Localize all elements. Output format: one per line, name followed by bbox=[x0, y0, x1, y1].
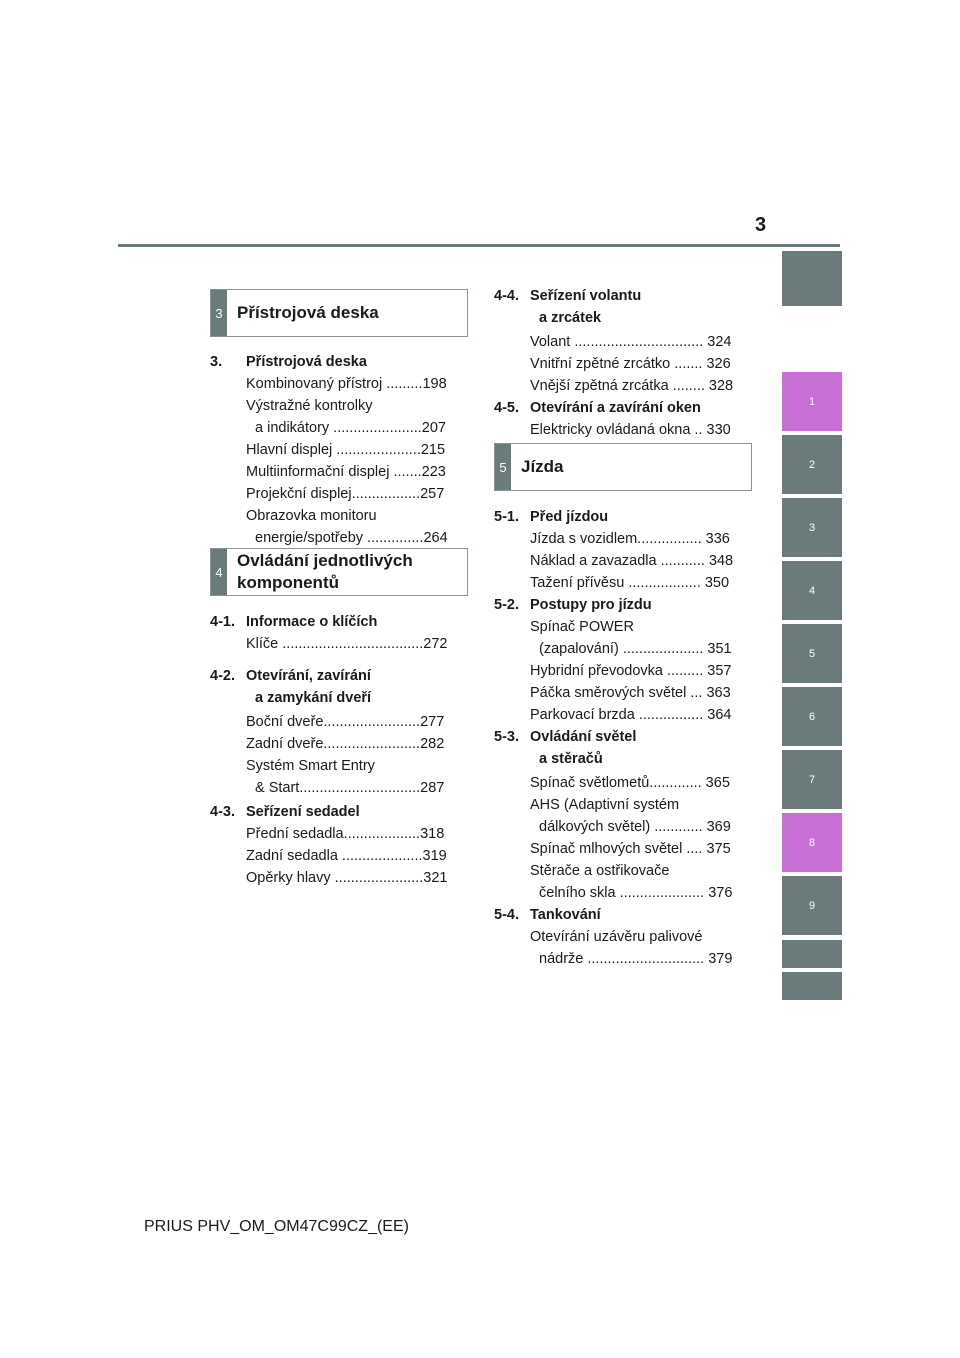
toc-entry[interactable]: Boční dveře........................277 bbox=[246, 714, 445, 730]
toc-entry[interactable]: Náklad a zavazadla ........... 348 bbox=[530, 553, 734, 569]
tab-4[interactable]: 4 bbox=[782, 561, 842, 620]
tab-3[interactable]: 3 bbox=[782, 498, 842, 557]
section-4-header bbox=[210, 548, 468, 596]
toc-entry[interactable]: Výstražné kontrolky a indikátory ......................207 bbox=[246, 398, 446, 436]
toc-chapter-4-2[interactable]: 4-2. Otevírání, zavírání a zamykání dveří bbox=[210, 668, 372, 706]
toc-left-block-3 bbox=[210, 351, 470, 549]
toc-entry[interactable]: Opěrky hlavy ......................321 bbox=[246, 870, 448, 886]
section-5-header bbox=[494, 443, 752, 491]
tab-7[interactable]: 7 bbox=[782, 750, 842, 809]
toc-entry[interactable]: Volant ................................ 324 bbox=[530, 334, 732, 350]
tab-1[interactable]: 1 bbox=[782, 372, 842, 431]
toc-entry[interactable]: Projekční displej.................257 bbox=[246, 486, 445, 502]
toc-chapter-4-3[interactable]: 4-3. Seřízení sedadel bbox=[210, 804, 360, 820]
toc-entry[interactable]: Stěrače a ostřikovače čelního skla ..................... 376 bbox=[530, 863, 733, 901]
section-4-title-line2: komponentů bbox=[237, 573, 339, 592]
footer-doc-code: PRIUS PHV_OM_OM47C99CZ_(EE) bbox=[144, 1218, 409, 1235]
header-rule bbox=[118, 244, 840, 247]
tab-blank-top[interactable] bbox=[782, 251, 842, 306]
toc-chapter-5-3[interactable]: 5-3. Ovládání světel a stěračů bbox=[494, 729, 637, 767]
toc-chapter-5-2[interactable]: 5-2. Postupy pro jízdu bbox=[494, 597, 652, 613]
toc-entry[interactable]: Klíče ...................................272 bbox=[246, 636, 448, 652]
toc-entry[interactable]: Spínač světlometů............. 365 bbox=[530, 775, 730, 791]
tab-6[interactable]: 6 bbox=[782, 687, 842, 746]
toc-entry[interactable]: Jízda s vozidlem................ 336 bbox=[530, 531, 730, 547]
section-3-number: 3 bbox=[211, 290, 227, 336]
tab-5[interactable]: 5 bbox=[782, 624, 842, 683]
toc-entry[interactable]: Obrazovka monitoru energie/spotřeby ..............264 bbox=[246, 508, 448, 546]
toc-entry[interactable]: Vnitřní zpětné zrcátko ....... 326 bbox=[530, 356, 731, 372]
toc-chapter-5-1[interactable]: 5-1. Před jízdou bbox=[494, 509, 609, 525]
toc-entry[interactable]: Hlavní displej .....................215 bbox=[246, 442, 446, 458]
toc-chapter-5-4[interactable]: 5-4. Tankování bbox=[494, 907, 601, 923]
toc-entry[interactable]: Zadní dveře........................282 bbox=[246, 736, 445, 752]
page-number: 3 bbox=[755, 214, 767, 236]
section-5-title: Jízda bbox=[521, 457, 564, 476]
toc-chapter-3[interactable]: 3. Přístrojová deska bbox=[210, 354, 367, 370]
section-4-number: 4 bbox=[211, 549, 227, 595]
toc-entry[interactable]: Parkovací brzda ................ 364 bbox=[530, 707, 732, 723]
toc-entry[interactable]: Systém Smart Entry & Start..............................287 bbox=[246, 758, 445, 796]
toc-entry[interactable]: Elektricky ovládaná okna .. 330 bbox=[530, 422, 731, 438]
toc-chapter-4-4[interactable]: 4-4. Seřízení volantu a zrcátek bbox=[494, 288, 642, 326]
toc-entry[interactable]: Zadní sedadla ....................319 bbox=[246, 848, 447, 864]
toc-left-block-4 bbox=[210, 611, 470, 889]
tab-9[interactable]: 9 bbox=[782, 876, 842, 935]
tab-blank-11[interactable] bbox=[782, 972, 842, 1000]
section-4-title bbox=[227, 549, 423, 595]
toc-entry[interactable]: Otevírání uzávěru palivové nádrže ............................. 379 bbox=[530, 929, 733, 967]
toc-entry[interactable]: Kombinovaný přístroj .........198 bbox=[246, 376, 447, 392]
section-3-header bbox=[210, 289, 468, 337]
toc-entry[interactable]: Spínač mlhových světel .... 375 bbox=[530, 841, 731, 857]
section-3-title: Přístrojová deska bbox=[237, 303, 379, 322]
tab-8[interactable]: 8 bbox=[782, 813, 842, 872]
toc-entry[interactable]: AHS (Adaptivní systém dálkových světel) ............ 369 bbox=[530, 797, 731, 835]
toc-entry[interactable]: Multiinformační displej .......223 bbox=[246, 464, 446, 480]
tab-blank-10[interactable] bbox=[782, 940, 842, 968]
toc-chapter-4-1[interactable]: 4-1. Informace o klíčích bbox=[210, 614, 378, 630]
toc-entry[interactable]: Spínač POWER (zapalování) .................... 351 bbox=[530, 619, 732, 657]
section-4-title-line1: Ovládání jednotlivých bbox=[237, 551, 413, 570]
toc-entry[interactable]: Vnější zpětná zrcátka ........ 328 bbox=[530, 378, 734, 394]
toc-entry[interactable]: Hybridní převodovka ......... 357 bbox=[530, 663, 732, 679]
tab-2[interactable]: 2 bbox=[782, 435, 842, 494]
toc-right-block-5 bbox=[494, 506, 754, 970]
toc-entry[interactable]: Páčka směrových světel ... 363 bbox=[530, 685, 731, 701]
section-5-number: 5 bbox=[495, 444, 511, 490]
toc-chapter-4-5[interactable]: 4-5. Otevírání a zavírání oken bbox=[494, 400, 701, 416]
toc-entry[interactable]: Přední sedadla...................318 bbox=[246, 826, 445, 842]
toc-right-block-4 bbox=[494, 285, 754, 441]
toc-entry[interactable]: Tažení přívěsu .................. 350 bbox=[530, 575, 730, 591]
